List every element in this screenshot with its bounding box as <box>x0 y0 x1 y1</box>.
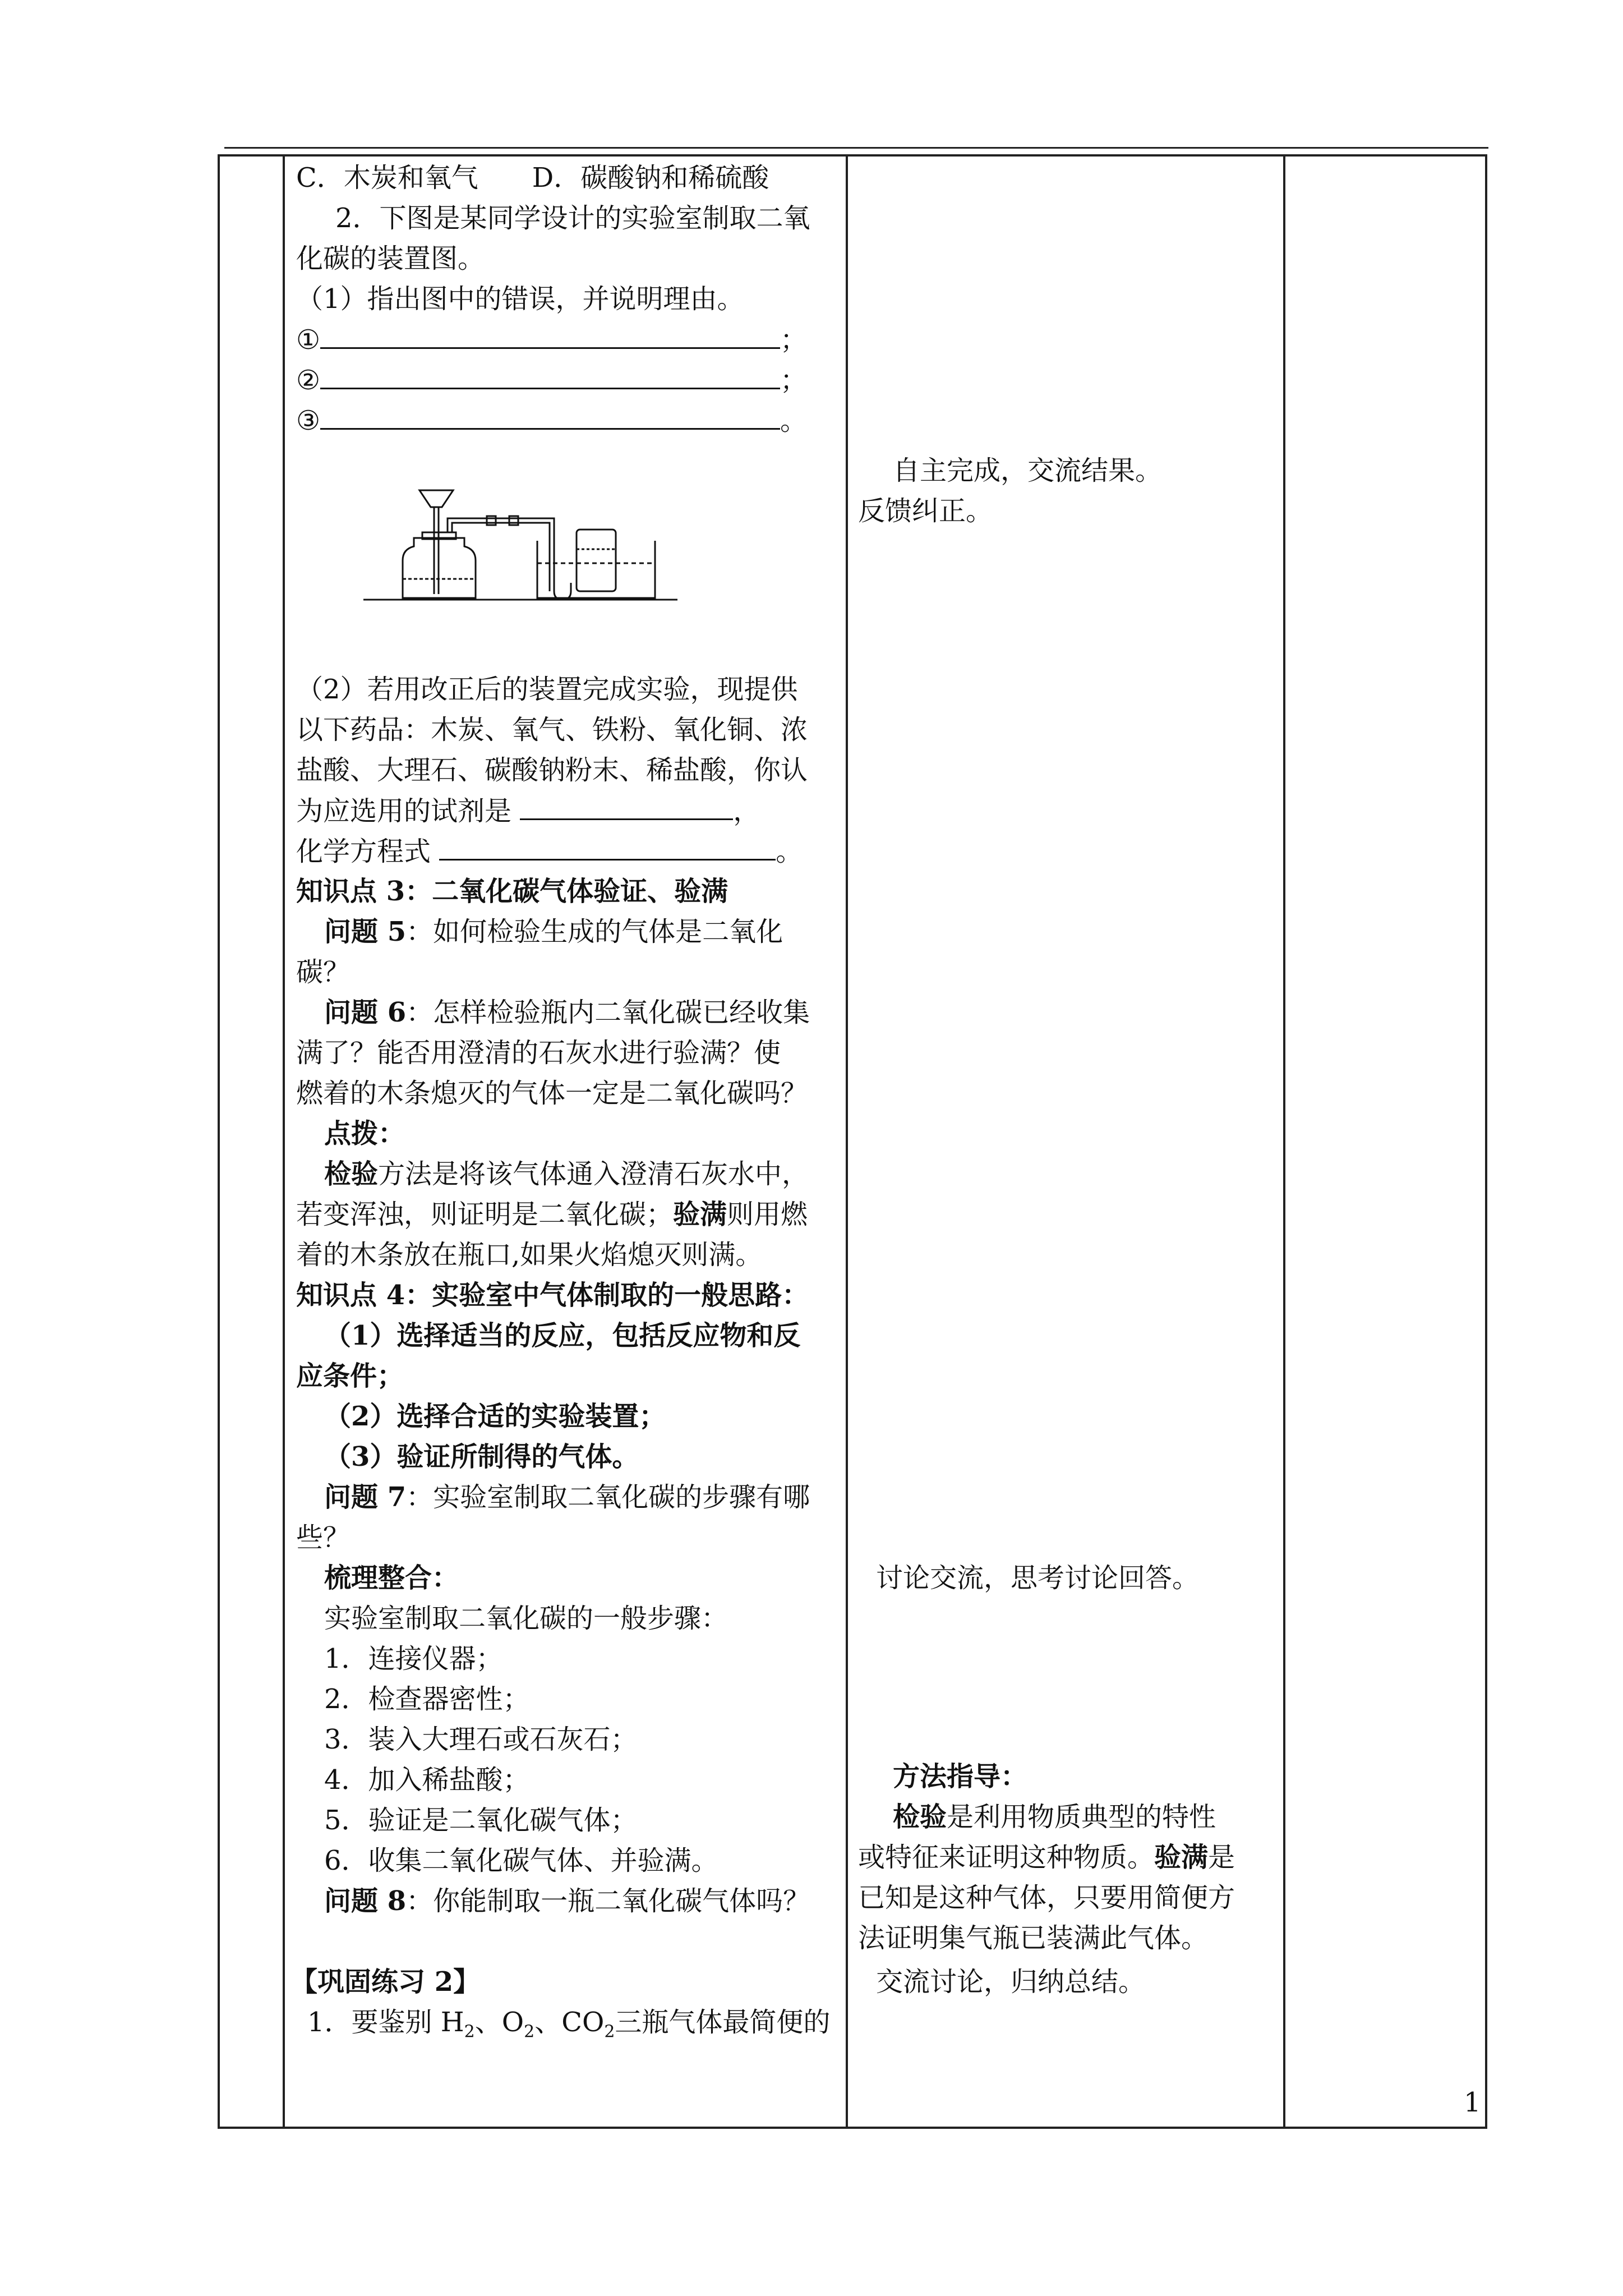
question-text: ：你能制取一瓶二氧化碳气体吗？ <box>406 1885 810 1917</box>
text: 是 <box>1208 1842 1235 1873</box>
equation-line <box>296 834 840 868</box>
lesson-table <box>218 154 1487 2129</box>
subscript: 2 <box>464 2022 475 2042</box>
term-verify: 检验 <box>893 1801 947 1833</box>
question-5-cont: 碳？ <box>296 956 351 988</box>
text: 1．要鉴别 H <box>307 2007 464 2038</box>
reagent-blank[interactable] <box>520 794 733 820</box>
answer-line-2 <box>296 363 840 397</box>
question-text: ：怎样检验瓶内二氧化碳已经收集 <box>406 997 810 1028</box>
activity-feedback: 反馈纠正。 <box>858 495 993 527</box>
summary-intro: 实验室制取二氧化碳的一般步骤： <box>324 1603 728 1634</box>
reagent-label: 为应选用的试剂是 <box>296 795 520 827</box>
activity-self-complete: 自主完成，交流结果。 <box>893 455 1163 486</box>
question-label: 问题 8 <box>324 1885 407 1917</box>
step-2: 2．检查器密性； <box>324 1683 530 1715</box>
hint-text <box>324 1157 868 1191</box>
text: 是利用物质典型的特性 <box>947 1801 1216 1833</box>
hint-body: 则用燃 <box>727 1199 808 1230</box>
blank-1[interactable] <box>320 323 780 349</box>
knowledge-point-3: 知识点 3：二氧化碳气体验证、验满 <box>296 876 728 907</box>
step-4: 4．加入稀盐酸； <box>324 1764 530 1796</box>
margin-column <box>219 155 284 2128</box>
question-7-cont: 些？ <box>296 1522 351 1553</box>
hint-body: 方法是将该气体通入澄清石灰水中， <box>378 1158 809 1190</box>
blank-3[interactable] <box>320 403 780 430</box>
knowledge-point-4: 知识点 4：实验室中气体制取的一般思路： <box>296 1280 809 1311</box>
header-rule <box>224 147 1488 149</box>
question-5 <box>324 915 868 949</box>
content-column <box>284 155 847 2128</box>
method-guide-text: 已知是这种气体，只要用简便方 <box>858 1882 1235 1913</box>
reagent-line <box>296 794 840 828</box>
equation-blank[interactable] <box>439 834 776 861</box>
term-full: 验满 <box>1154 1842 1209 1873</box>
marker-1: ① <box>296 324 321 356</box>
summary-heading: 梳理整合： <box>324 1562 459 1594</box>
activity-summarize: 交流讨论，归纳总结。 <box>876 1966 1146 1998</box>
text: 、CO <box>534 2007 605 2038</box>
answer-line-3 <box>296 403 840 438</box>
activity-discuss: 讨论交流，思考讨论回答。 <box>876 1562 1200 1594</box>
sub-question-2: （2）若用改正后的装置完成实验，现提供 <box>296 674 798 705</box>
marker-3: ③ <box>296 405 321 436</box>
hint-heading: 点拨： <box>324 1118 405 1149</box>
question-8 <box>324 1884 868 1918</box>
step-idea-3: （3）验证所制得的气体。 <box>324 1441 639 1473</box>
question-6 <box>324 996 868 1029</box>
page-number: 1 <box>1464 2087 1481 2118</box>
method-guide-text <box>893 1800 1313 1834</box>
punct: 。 <box>780 405 808 436</box>
punct: 。 <box>776 836 803 867</box>
question-7 <box>324 1480 868 1514</box>
step-3: 3．装入大理石或石灰石； <box>324 1724 638 1755</box>
step-idea-1: （1）选择适当的反应，包括反应物和反 <box>324 1320 801 1351</box>
sub-question-2-cont: 盐酸、大理石、碳酸钠粉末、稀盐酸，你认 <box>296 754 808 786</box>
step-6: 6．收集二氧化碳气体、并验满。 <box>324 1845 718 1876</box>
practice-2-heading: 【巩固练习 2】 <box>291 1966 481 1998</box>
question-2: 2．下图是某同学设计的实验室制取二氧 <box>335 203 810 234</box>
punct: ； <box>780 324 808 356</box>
practice-1 <box>307 2005 851 2049</box>
subscript: 2 <box>524 2022 535 2042</box>
co2-apparatus-diagram <box>358 479 683 614</box>
sub-question-2-cont: 以下药品：木炭、氧气、铁粉、氧化铜、浓 <box>296 714 808 746</box>
blank-2[interactable] <box>320 363 780 389</box>
question-label: 问题 6 <box>324 997 407 1028</box>
question-6-cont: 满了？能否用澄清的石灰水进行验满？使 <box>296 1037 781 1069</box>
text: 三瓶气体最简便的 <box>615 2007 831 2038</box>
activity-column <box>847 155 1284 2128</box>
question-6-cont: 燃着的木条熄灭的气体一定是二氧化碳吗？ <box>296 1078 808 1109</box>
method-guide-text <box>858 1841 1279 1874</box>
question-text: ：实验室制取二氧化碳的步骤有哪 <box>406 1481 810 1513</box>
method-guide-text: 法证明集气瓶已装满此气体。 <box>858 1922 1209 1954</box>
answer-line-1 <box>296 323 840 357</box>
punct: ， <box>733 795 760 827</box>
option-line: C．木炭和氧气 D．碳酸钠和稀硫酸 <box>296 162 769 194</box>
term-verify: 检验 <box>324 1158 379 1190</box>
text: 、O <box>474 2007 524 2038</box>
step-idea-2: （2）选择合适的实验装置； <box>324 1401 666 1432</box>
hint-body: 若变浑浊，则证明是二氧化碳； <box>296 1199 674 1230</box>
hint-text-cont <box>296 1198 840 1231</box>
step-5: 5．验证是二氧化碳气体； <box>324 1805 638 1836</box>
notes-column <box>1284 155 1486 2128</box>
punct: ； <box>780 365 808 396</box>
question-label: 问题 7 <box>324 1481 407 1513</box>
hint-text-cont: 着的木条放在瓶口,如果火焰熄灭则满。 <box>296 1239 763 1271</box>
equation-label: 化学方程式 <box>296 836 440 867</box>
question-label: 问题 5 <box>324 916 407 947</box>
sub-question-1: （1）指出图中的错误，并说明理由。 <box>296 283 744 315</box>
term-full: 验满 <box>673 1199 727 1230</box>
text: 或特征来证明这种物质。 <box>858 1842 1155 1873</box>
step-idea-1-cont: 应条件； <box>296 1360 404 1392</box>
subscript: 2 <box>604 2022 615 2042</box>
question-2-cont: 化碳的装置图。 <box>296 243 485 274</box>
step-1: 1．连接仪器； <box>324 1643 503 1674</box>
method-guide-heading: 方法指导： <box>893 1761 1028 1792</box>
question-text: ：如何检验生成的气体是二氧化 <box>406 916 783 947</box>
marker-2: ② <box>296 365 321 396</box>
